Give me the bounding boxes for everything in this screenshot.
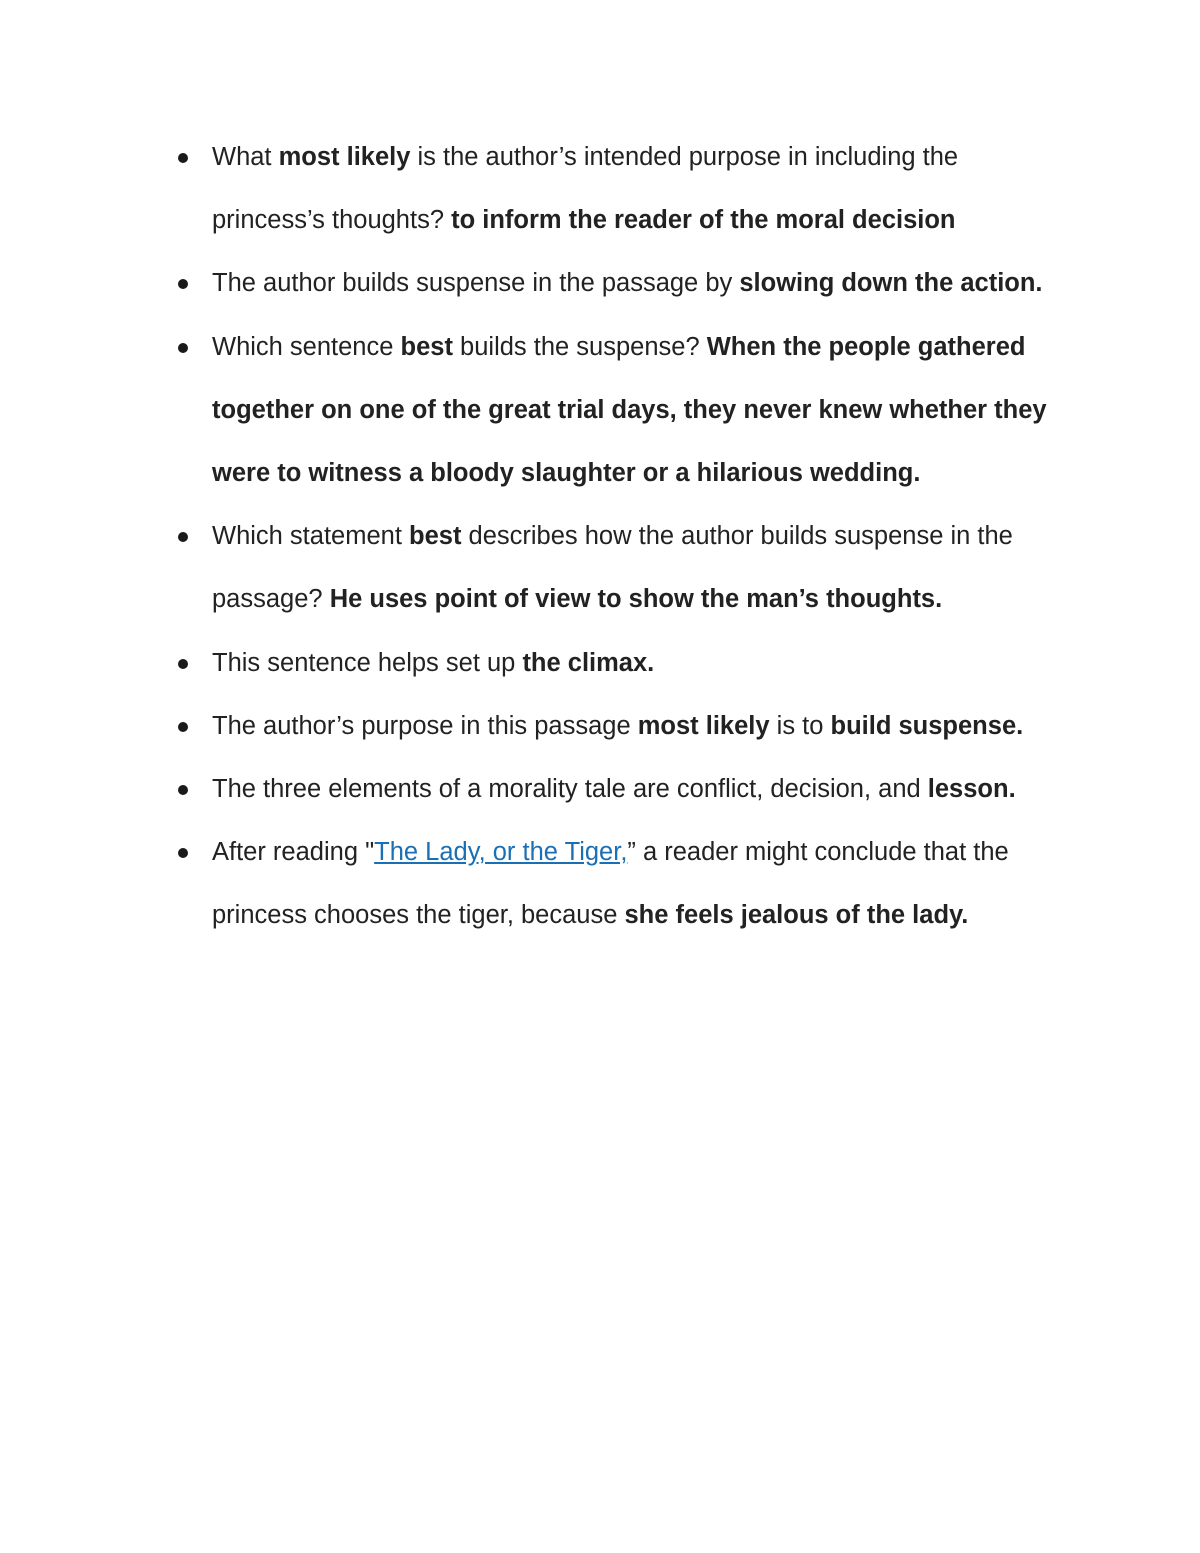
body-text: builds the suspense?: [452, 332, 707, 361]
body-text: After reading ": [212, 838, 375, 867]
bullet-dot-icon: [178, 153, 188, 163]
bullet-dot-icon: [178, 722, 188, 732]
list-item: [212, 126, 1072, 252]
body-text: Which statement: [212, 522, 409, 551]
bold-answer-text: lesson.: [927, 775, 1016, 804]
list-item: [212, 758, 1072, 821]
bold-answer-text: she feels jealous of the lady.: [624, 901, 969, 930]
bold-answer-text: most likely: [637, 711, 770, 740]
bullet-dot-icon: [178, 279, 188, 289]
bold-answer-text: slowing down the action.: [739, 269, 1043, 298]
bullet-dot-icon: [178, 659, 188, 669]
bullet-dot-icon: [178, 343, 188, 353]
story-link[interactable]: The Lady, or the Tiger,: [374, 838, 628, 867]
body-text: What: [212, 143, 279, 171]
list-item: [212, 505, 1072, 631]
body-text: The three elements of a morality tale are conflict, decision, and: [212, 775, 928, 804]
bullet-dot-icon: [178, 785, 188, 795]
bullet-dot-icon: [178, 848, 188, 858]
bold-answer-text: He uses point of view to show the man’s thoughts.: [329, 585, 943, 614]
list-item: [212, 252, 1072, 315]
body-text: Which sentence: [212, 332, 401, 361]
bold-answer-text: the climax.: [522, 648, 655, 677]
body-text: is to: [769, 711, 831, 740]
bold-answer-text: best: [409, 522, 462, 551]
list-item: [212, 632, 1072, 695]
body-text: The author builds suspense in the passage by: [212, 269, 740, 298]
body-text: The author’s purpose in this passage: [212, 711, 638, 740]
list-item: [212, 316, 1072, 506]
body-text: This sentence helps set up: [212, 648, 523, 677]
list-item: [212, 695, 1072, 758]
bold-answer-text: best: [400, 332, 453, 361]
body-text: describes how the author builds suspense in the passage?: [212, 522, 1020, 614]
body-text: is the author’s intended purpose in including the princess’s thoughts?: [212, 143, 966, 235]
bold-answer-text: most likely: [278, 143, 411, 171]
bold-answer-text: build suspense.: [830, 711, 1024, 740]
bold-answer-text: to inform the reader of the moral decision: [451, 206, 956, 235]
bullet-list: [212, 126, 1072, 948]
bullet-dot-icon: [178, 532, 188, 542]
body-text: ” a reader might conclude that the princess chooses the tiger, because: [212, 838, 1016, 930]
list-item: [212, 821, 1072, 947]
bold-answer-text: When the people gathered together on one of the great trial days, they never knew whether they were to witness a bloody slaughter or a hilarious wedding.: [212, 332, 1054, 488]
